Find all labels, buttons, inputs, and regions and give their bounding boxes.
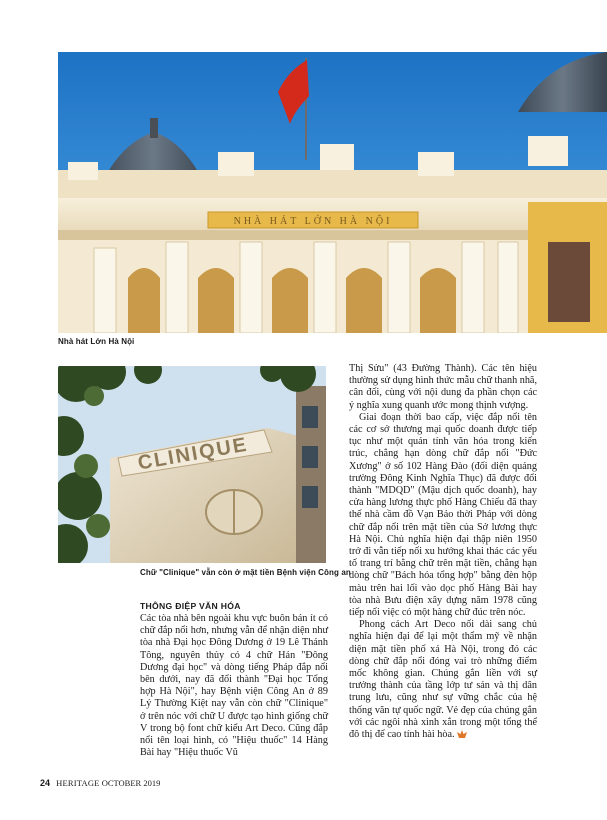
- article-left-column: [140, 600, 328, 759]
- clinique-illustration: [58, 366, 326, 563]
- opera-sign-text: NHÀ HÁT LỚN HÀ NỘI: [233, 216, 393, 227]
- section-heading: THÔNG ĐIỆP VĂN HÓA: [140, 601, 241, 611]
- opera-house-illustration: [58, 52, 607, 333]
- left-photo-caption: Chữ "Clinique" vẫn còn ở mặt tiền Bệnh viện Công an: [140, 568, 351, 577]
- article-right-column: [349, 363, 537, 741]
- clinique-photo: [58, 366, 326, 563]
- page-footer: [40, 778, 160, 788]
- lotus-end-icon: [457, 730, 467, 738]
- top-photo-caption: Nhà hát Lớn Hà Nội: [58, 337, 135, 346]
- paragraph: Giai đoạn thời bao cấp, việc đắp nổi tên các cơ sở thương mại quốc doanh được tiếp tục như một quán tính văn hóa trong kiến trúc, chẳng hạn dòng chữ đắp nổi "Đức Xương" ở số 102 Hàng Đào (đối diện quảng trường Đông Kinh Nghĩa Thục) đã được đổi thành "MDQD" (Mậu dịch quốc doanh), hay cửa hàng lương thực phố Hàng Chiếu đã thay thế nhà cầm đồ Vạn Bảo thời Pháp với dòng chữ đắp nổi trên mặt tiền của Sở lương thực Hà Nội. Chủ nghĩa hiện đại thập niên 1950 trở đi vẫn tiếp nối xu hướng khai thác các yếu tố trang trí bằng chữ trên mặt tiền, chẳng hạn dòng chữ "Bách hóa tổng hợp" bằng đèn hộp màu trên hai lối vào dọc phố Hàng Bài hay tòa nhà Bưu điện xây dựng năm 1978 cũng tiếp nối việc có một hàng chữ đúc trên nóc.: [349, 411, 537, 619]
- opera-house-photo: [58, 52, 607, 333]
- magazine-name: HERITAGE: [56, 778, 100, 788]
- paragraph: Các tòa nhà bên ngoài khu vực buôn bán ít có chữ đắp nổi hơn, nhưng vẫn để nhận diện như tòa nhà Đại học Đông Dương ở 19 Lê Thánh Tông, nguyên thủy có 4 chữ Hán "Đông Dương đại học" và dòng tiếng Pháp đắp nổi bên dưới, nay đã đổi thành "Đại học Tổng hợp Hà Nội", hay Bệnh viện Công An ở 89 Lý Thường Kiệt nay vẫn còn chữ "Clinique" ở trên nóc với chữ U được tạo hình giống chữ V trong bộ font chữ kiểu Art Deco. Cũng đắp nổi tên loại hình, có "Hiệu thuốc" 14 Hàng Bài hay "Hiệu thuốc Vũ: [140, 613, 328, 759]
- paragraph-text: Phong cách Art Deco nối dài sang chủ nghĩa hiện đại để lại một thẩm mỹ về nhận diện mặt tiền phố xá Hà Nội, trong đó các dòng chữ đắp nổi đóng vai trò những điểm mốc không gian. Chúng gắn liền với sự trưởng thành của tầng lớp tư sản và thị dân trung lưu, cũng như sự vững chắc của hệ thống văn tự quốc ngữ. Vẻ đẹp của chúng gắn với các ngôi nhà xinh xắn trong một tổng thể đô thị để cao tính hài hòa.: [349, 619, 537, 741]
- paragraph: Thị Sửu" (43 Đường Thành). Các tên hiệu thường sử dụng hình thức mẫu chữ thanh nhã, cân đối, cùng với nội dung đa phần chọn các ý nghĩa xung quanh ước mong thịnh vượng.: [349, 363, 537, 411]
- clinique-sign-text: CLINIQUE: [136, 433, 250, 475]
- issue-date: OCTOBER 2019: [101, 778, 161, 788]
- page-number: 24: [40, 778, 51, 788]
- paragraph: [349, 619, 537, 741]
